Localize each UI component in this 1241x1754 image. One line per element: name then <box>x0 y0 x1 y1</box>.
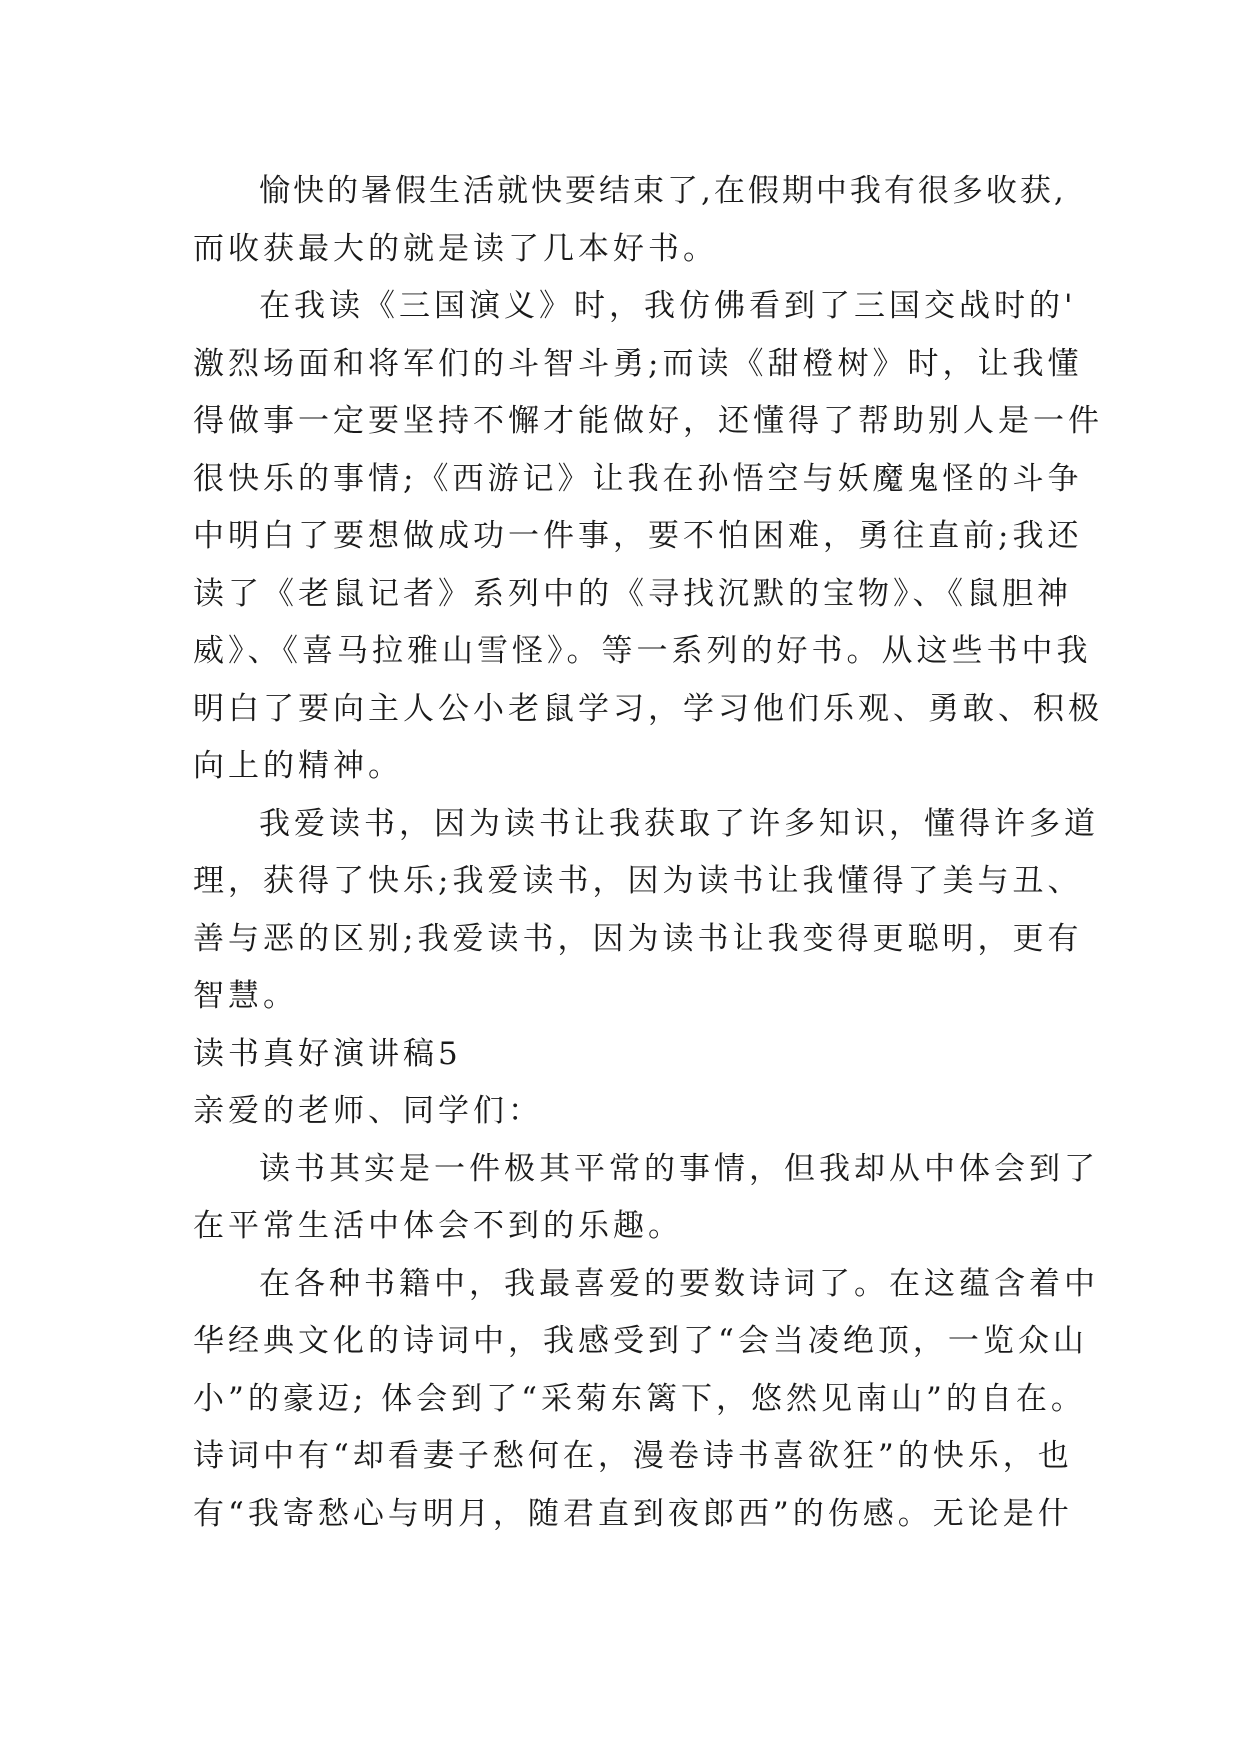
paragraph-line: 诗词中有“却看妻子愁何在，漫卷诗书喜欲狂”的快乐，也 <box>193 1438 1073 1474</box>
paragraph-line: 向上的精神。 <box>193 748 403 784</box>
paragraph-line: 有“我寄愁心与明月，随君直到夜郎西”的伤感。无论是什 <box>193 1495 1073 1532</box>
section-title: 读书真好演讲稿5 <box>193 1035 462 1072</box>
paragraph-line: 华经典文化的诗词中，我感受到了“会当凌绝顶，一览众山 <box>193 1323 1088 1359</box>
paragraph-line: 智慧。 <box>193 978 298 1014</box>
paragraph-line: 小”的豪迈; 体会到了“采菊东篱下，悠然见南山”的自在。 <box>193 1380 1086 1417</box>
paragraph-line: 在各种书籍中，我最喜爱的要数诗词了。在这蕴含着中 <box>259 1265 1099 1302</box>
paragraph-line: 读了《老鼠记者》系列中的《寻找沉默的宝物》、《鼠胆神 <box>193 575 1072 612</box>
paragraph-line: 而收获最大的就是读了几本好书。 <box>193 230 718 267</box>
paragraph-line: 愉快的暑假生活就快要结束了,在假期中我有很多收获, <box>259 173 1067 209</box>
salutation: 亲爱的老师、同学们： <box>193 1093 543 1129</box>
paragraph-line: 我爱读书，因为读书让我获取了许多知识，懂得许多道 <box>259 805 1099 842</box>
paragraph-line: 明白了要向主人公小老鼠学习，学习他们乐观、勇敢、积极 <box>193 690 1103 727</box>
document-body <box>193 163 1103 1543</box>
paragraph-line: 在我读《三国演义》时，我仿佛看到了三国交战时的' <box>259 288 1077 324</box>
paragraph-line: 得做事一定要坚持不懈才能做好，还懂得了帮助别人是一件 <box>193 403 1103 439</box>
paragraph-line: 在平常生活中体会不到的乐趣。 <box>193 1208 683 1244</box>
paragraph-line: 威》、《喜马拉雅山雪怪》。等一系列的好书。从这些书中我 <box>193 633 1092 669</box>
paragraph-line: 激烈场面和将军们的斗智斗勇;而读《甜橙树》时，让我懂 <box>193 345 1083 382</box>
paragraph-line: 中明白了要想做成功一件事，要不怕困难，勇往直前;我还 <box>193 518 1083 554</box>
paragraph-line: 善与恶的区别;我爱读书，因为读书让我变得更聪明，更有 <box>193 920 1083 957</box>
paragraph-line: 读书其实是一件极其平常的事情，但我却从中体会到了 <box>259 1150 1099 1187</box>
paragraph-line: 很快乐的事情;《西游记》让我在孙悟空与妖魔鬼怪的斗争 <box>193 460 1083 497</box>
paragraph-line: 理，获得了快乐;我爱读书，因为读书让我懂得了美与丑、 <box>193 863 1083 899</box>
